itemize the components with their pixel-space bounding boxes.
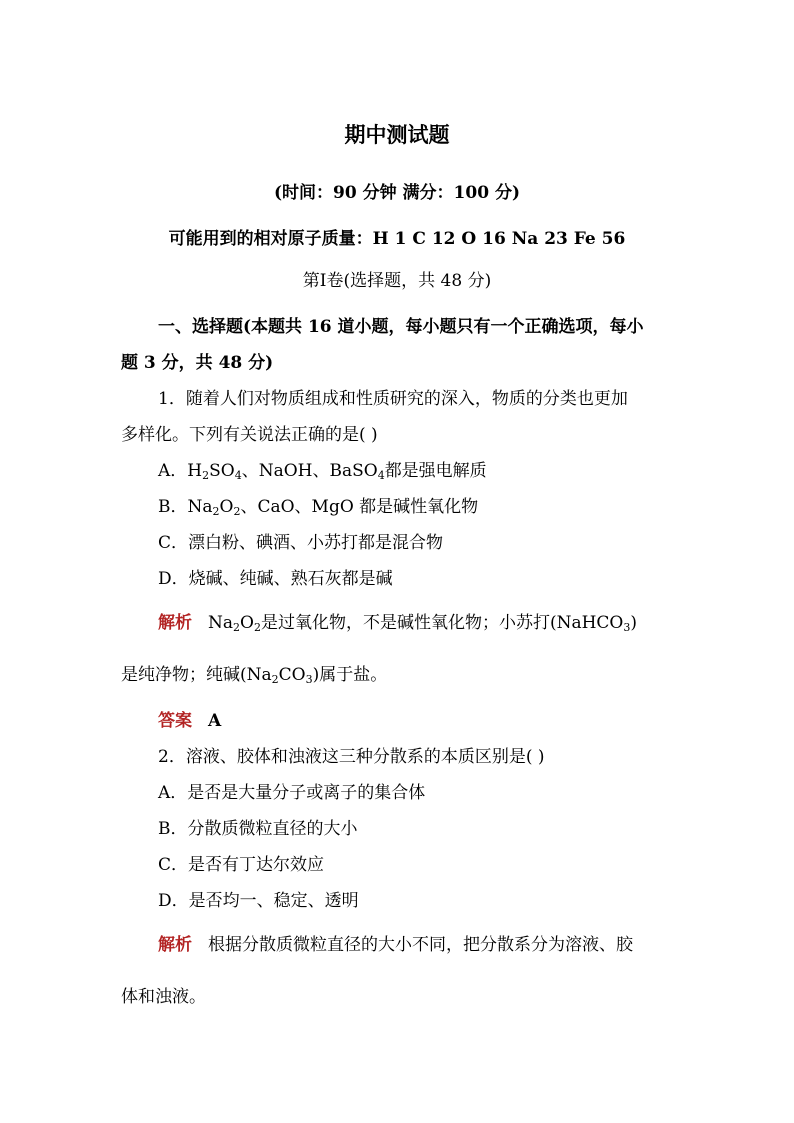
q1-option-c: C．漂白粉、碘酒、小苏打都是混合物 (158, 533, 444, 553)
q2-option-b: B．分散质微粒直径的大小 (158, 819, 358, 839)
q1-analysis-text-6: CO (278, 665, 306, 685)
q1-option-b-text-2: O (219, 497, 234, 517)
q1-option-b-text-1: B．Na (158, 497, 213, 517)
section-heading-line2: 题 3 分，共 48 分) (121, 353, 274, 373)
q1-answer-value: A (208, 711, 222, 731)
volume-header: 第Ⅰ卷(选择题，共 48 分) (302, 271, 492, 291)
q2-analysis-label: 解析 (158, 935, 192, 955)
q1-option-b-sub-1: 2 (212, 505, 220, 518)
q1-analysis-label: 解析 (158, 613, 192, 633)
q1-analysis-text-4: ) (630, 613, 638, 633)
q1-analysis-sub-1: 2 (233, 621, 241, 634)
q1-stem-line2: 多样化。下列有关说法正确的是( ) (121, 425, 378, 445)
q1-analysis-text-1: Na (208, 613, 234, 633)
q1-analysis-sub-5: 3 (305, 673, 313, 686)
q1-option-a-text-2: SO (209, 461, 235, 481)
q2-analysis-text-1: 根据分散质微粒直径的大小不同，把分散系分为溶液、胶 (208, 935, 633, 955)
q1-option-a-sub-3: 4 (377, 469, 385, 482)
exam-info: (时间：90 分钟 满分：100 分) (274, 183, 520, 203)
q1-option-a-sub-2: 4 (234, 469, 242, 482)
q2-option-a: A．是否是大量分子或离子的集合体 (158, 783, 426, 803)
q1-analysis-line1 (158, 612, 637, 634)
page-title: 期中测试题 (344, 122, 450, 147)
q2-analysis-line2: 体和浊液。 (121, 987, 206, 1007)
q1-option-b-sub-2: 2 (233, 505, 241, 518)
q1-option-b-text-3: 、CaO、MgO 都是碱性氧化物 (240, 497, 479, 517)
q1-answer-label: 答案 (158, 711, 192, 731)
q1-analysis-sub-4: 2 (271, 673, 279, 686)
q1-option-a-text-4: 都是强电解质 (384, 461, 487, 481)
q2-option-c: C．是否有丁达尔效应 (158, 855, 325, 875)
q2-stem: 2．溶液、胶体和浊液这三种分散系的本质区别是( ) (158, 747, 545, 767)
q1-option-a-sub-1: 2 (202, 469, 210, 482)
q1-analysis-text-2: O (240, 613, 254, 633)
q1-analysis-sub-3: 3 (623, 621, 631, 634)
q2-option-d: D．是否均一、稳定、透明 (158, 891, 359, 911)
atomic-masses: 可能用到的相对原子质量：H 1 C 12 O 16 Na 23 Fe 56 (168, 229, 626, 249)
q2-analysis-line1 (158, 934, 633, 956)
q1-option-d: D．烧碱、纯碱、熟石灰都是碱 (158, 569, 393, 589)
q1-analysis-text-5: 是纯净物；纯碱(Na (121, 665, 272, 685)
q1-option-a (158, 460, 487, 482)
q1-option-a-text-3: 、NaOH、BaSO (241, 461, 378, 481)
q1-option-b (158, 496, 478, 518)
q1-answer (158, 710, 221, 732)
q1-option-a-text-1: A．H (158, 461, 203, 481)
q1-analysis-line2 (121, 664, 387, 686)
q1-analysis-text-3: 是过氧化物，不是碱性氧化物；小苏打(NaHCO (260, 613, 624, 633)
section-heading-line1: 一、选择题(本题共 16 道小题，每小题只有一个正确选项，每小 (158, 317, 644, 337)
q1-analysis-text-7: )属于盐。 (312, 665, 388, 685)
q1-analysis-sub-2: 2 (253, 621, 261, 634)
q1-stem-line1: 1．随着人们对物质组成和性质研究的深入，物质的分类也更加 (158, 389, 628, 409)
